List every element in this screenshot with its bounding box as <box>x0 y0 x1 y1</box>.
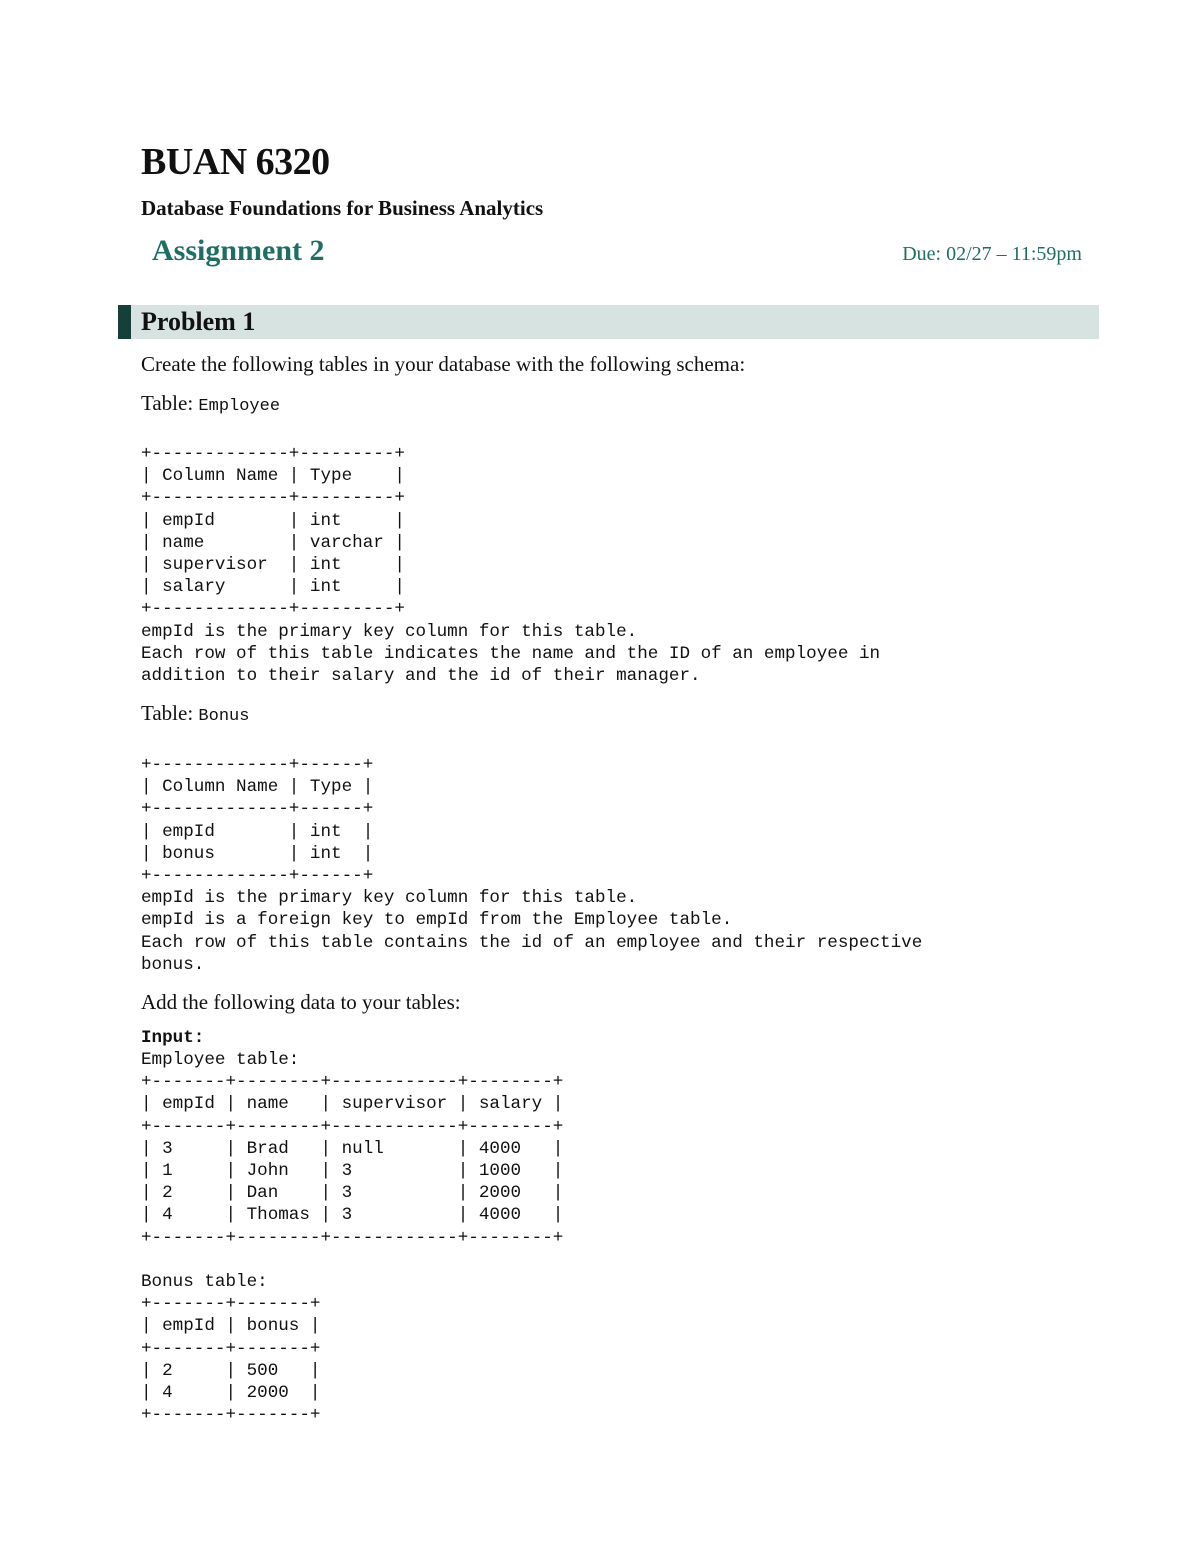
due-date: Due: 02/27 – 11:59pm <box>902 243 1082 265</box>
problem-heading-bar <box>118 305 1099 339</box>
table2-prefix: Table: <box>141 701 199 725</box>
course-title: Database Foundations for Business Analytics <box>141 196 544 220</box>
employee-schema-block: +-------------+---------+ | Column Name | Type | +-------------+---------+ | empId | int | | name | varchar | | supervisor | int | | salary | int | +-------------+---------+ empId is the primary key column for this table. Each row of this table indicates the name and the ID of an employee in addition to their salary and the id of their manager. <box>141 444 881 687</box>
bonus-schema-block: +-------------+------+ | Column Name | Type | +-------------+------+ | empId | int | | bonus | int | +-------------+------+ empId is the primary key column for this table. empId is a foreign key to empId from the Employee table. Each row of this table contains the id of an employee and their respective bonus. <box>141 755 923 975</box>
input-label <box>141 1027 204 1049</box>
problem-intro: Create the following tables in your database with the following schema: <box>141 352 746 376</box>
table1-prefix: Table: <box>141 391 199 415</box>
problem-heading-accent <box>118 305 131 339</box>
employee-data-block: Employee table: +-------+--------+------------+--------+ | empId | name | supervisor | salary | +-------+--------+------------+--------+ | 3 | Brad | null | 4000 | | 1 | John | 3 | 1000 | | 2 | Dan | 3 | 2000 | | 4 | Thomas | 3 | 4000 | +-------+--------+------------+--------+ <box>141 1050 564 1248</box>
table1-caption <box>141 391 280 416</box>
add-data-instruction: Add the following data to your tables: <box>141 990 461 1014</box>
table1-name: Employee <box>198 397 281 416</box>
problem-heading: Problem 1 <box>141 307 256 336</box>
course-code: BUAN 6320 <box>141 141 330 183</box>
assignment-title: Assignment 2 <box>152 234 325 267</box>
table2-name: Bonus <box>198 707 250 726</box>
bonus-data-block: Bonus table: +-------+-------+ | empId | bonus | +-------+-------+ | 2 | 500 | | 4 | 2000 | +-------+-------+ <box>141 1272 321 1426</box>
table2-caption <box>141 701 249 726</box>
input-label-text: Input: <box>141 1028 205 1048</box>
